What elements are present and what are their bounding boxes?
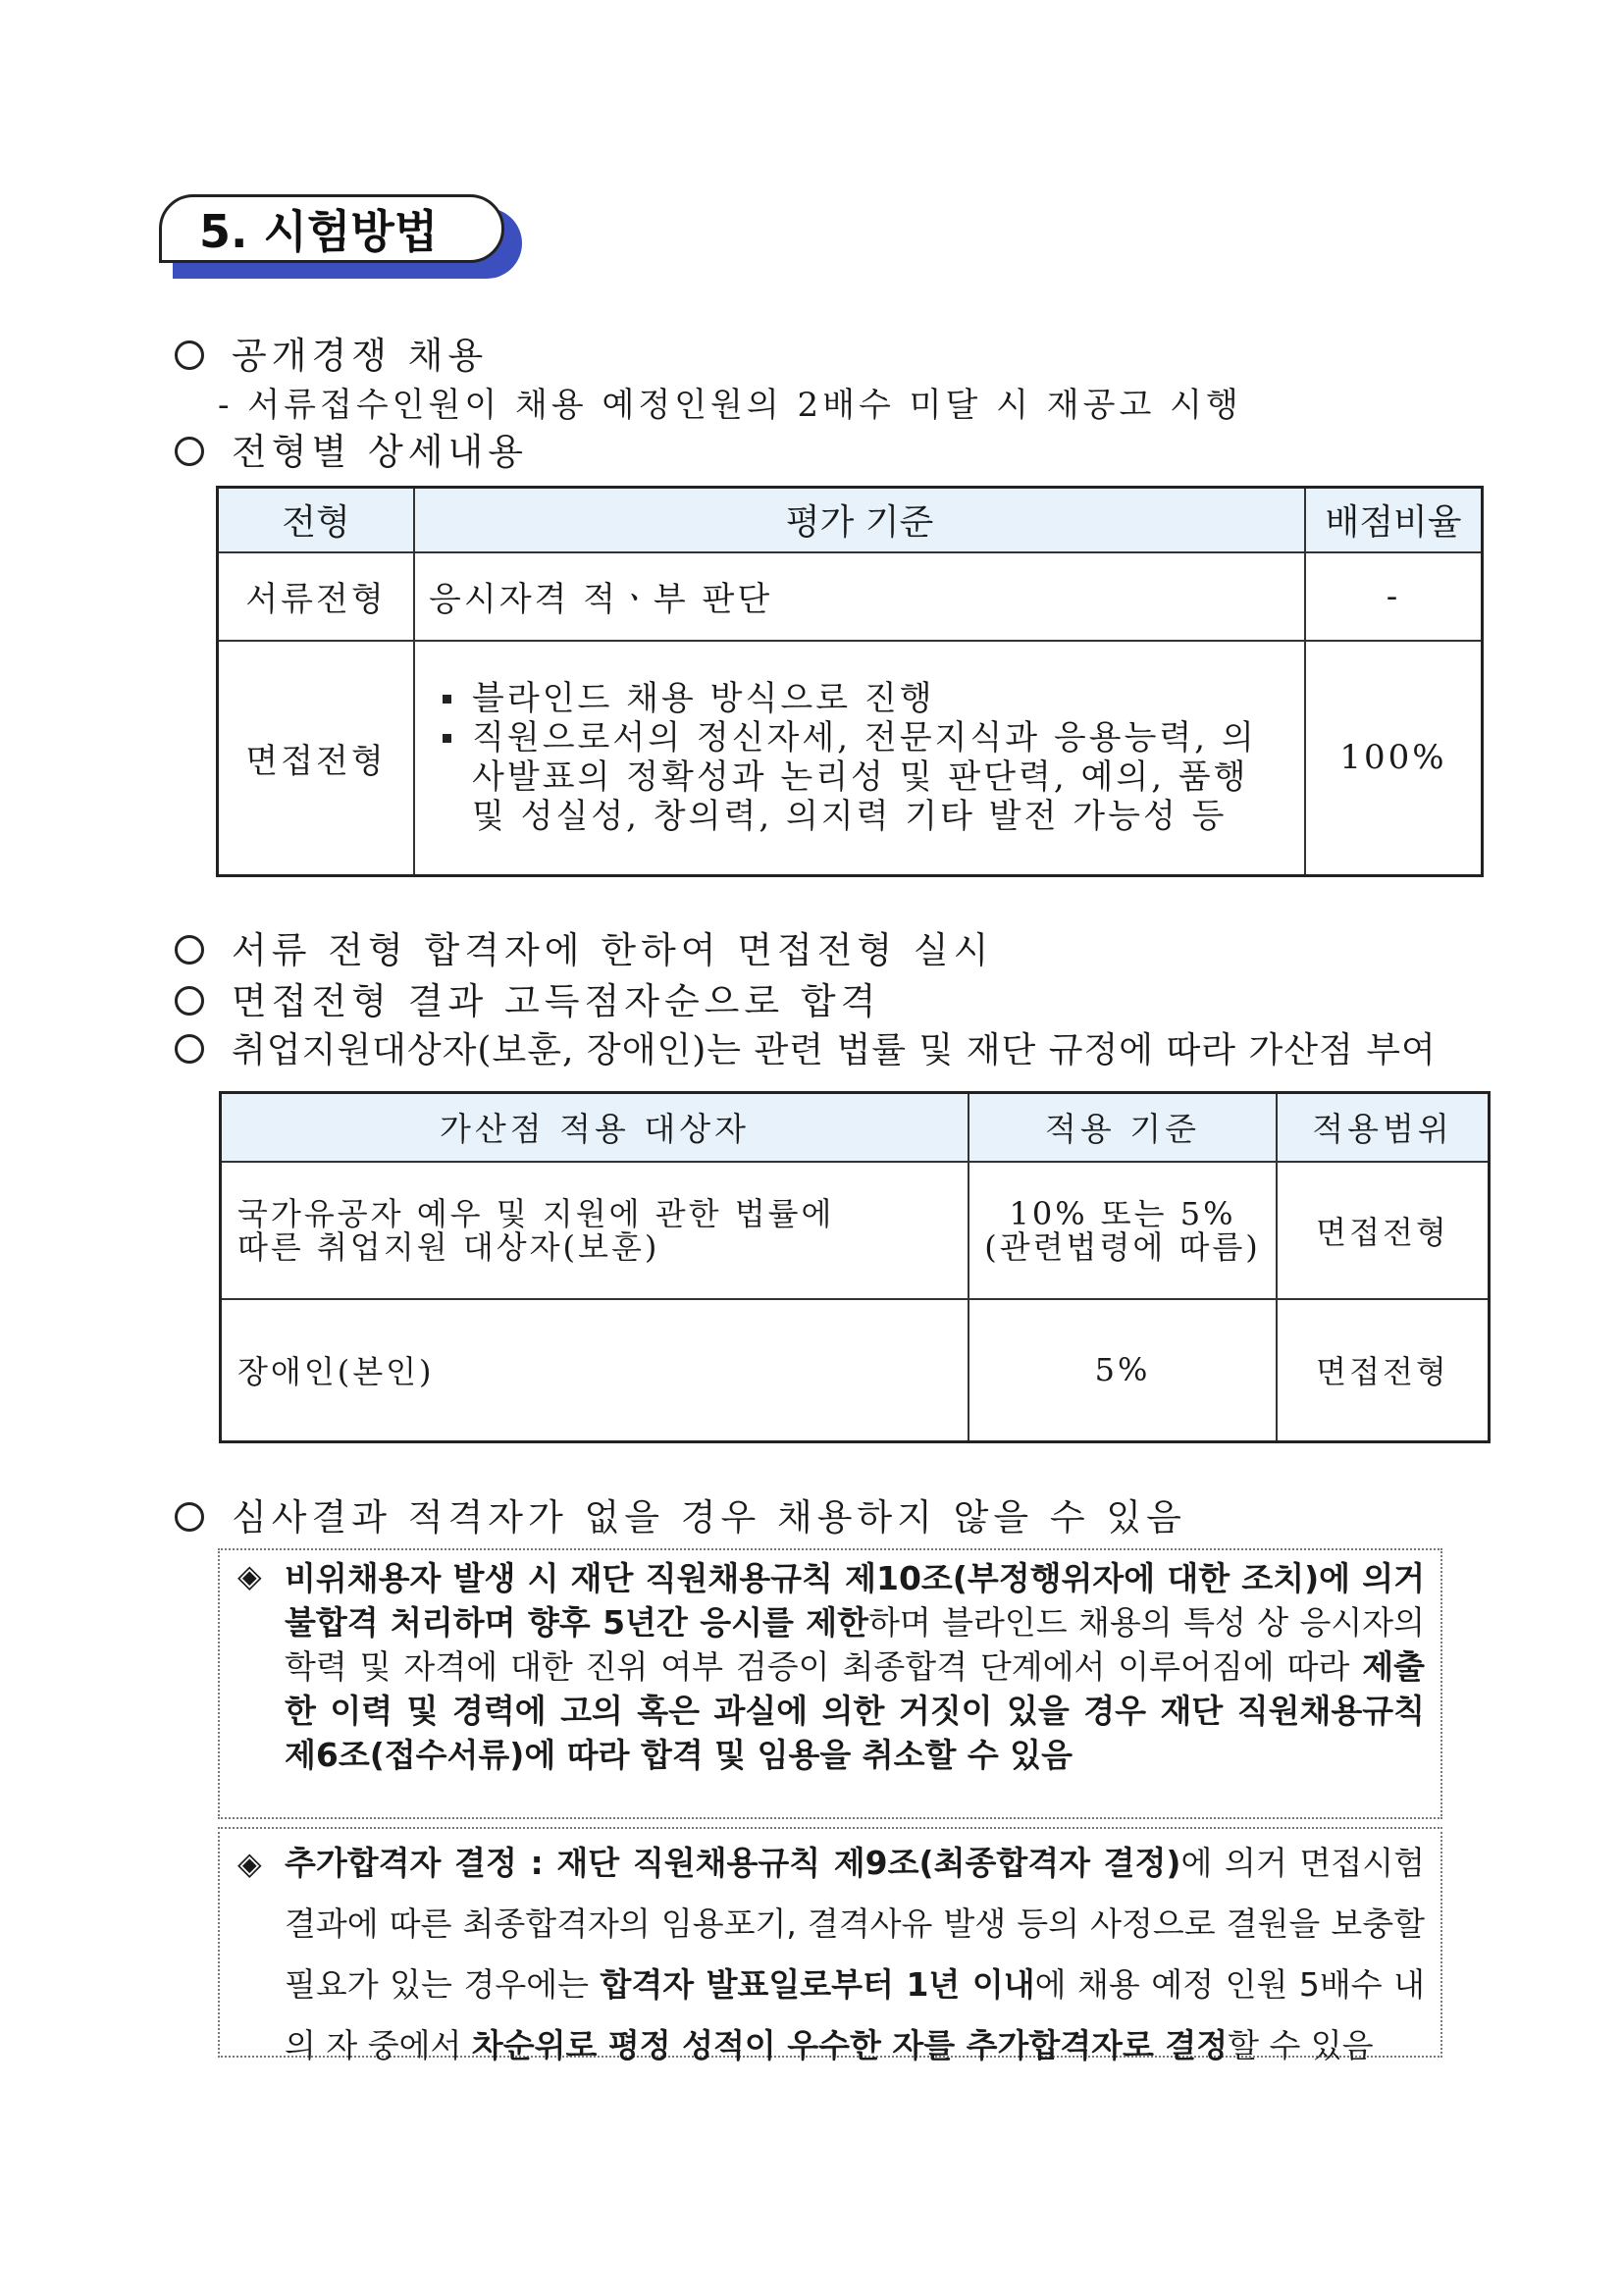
list-item: 직원으로서의 정신자세, 전문지식과 응용능력, 의사발표의 정확성과 논리성 및 판단력, 예의, 품행 및 성실성, 창의력, 의지력 기타 발전 가능성 등: [472, 718, 1286, 836]
note-additional-passers: ◈ 추가합격자 결정 : 재단 직원채용규칙 제9조(최종합격자 결정)에 의거 면접시험 결과에 따른 최종합격자의 임용포기, 결격사유 발생 등의 사정으로 결원을 보충할 필요가 있는 경우에는 합격자 발표일로부터 1년 이내에 채용 예정 인원 5배수 내의 자 중에서 차순위로 평정 성적이 우수한 자를 추가합격자로 결정할 수 있음: [218, 1827, 1442, 2058]
table-header-row: [218, 488, 1483, 552]
bullet-bonus-points: 취업지원대상자(보훈, 장애인)는 관련 법률 및 재단 규정에 따라 가산점 부여: [175, 1022, 1437, 1072]
stage-criteria-table: [216, 486, 1484, 877]
section-title-badge: [159, 194, 522, 279]
square-bullet-icon: [443, 695, 451, 704]
circle-bullet-icon: [175, 986, 204, 1016]
circle-bullet-icon: [175, 1502, 204, 1532]
target-cell: 국가유공자 예우 및 지원에 관한 법률에 따른 취업지원 대상자(보훈): [221, 1162, 969, 1299]
diamond-bullet-icon: ◈: [237, 1845, 262, 1882]
table-row: [221, 1162, 1490, 1299]
bullet-no-qualified: 심사결과 적격자가 없을 경우 채용하지 않을 수 있음: [175, 1487, 1186, 1540]
scope-cell: 면접전형: [1277, 1162, 1490, 1299]
rate-value: 10% 또는 5%: [1009, 1194, 1236, 1232]
circle-bullet-icon: [175, 340, 204, 370]
criteria-cell: [414, 641, 1305, 876]
header-stage: 전형: [218, 488, 415, 552]
diamond-bullet-icon: ◈: [237, 1557, 262, 1594]
header-criteria: 평가 기준: [414, 488, 1305, 552]
scope-cell: 면접전형: [1277, 1299, 1490, 1442]
table-row: [221, 1299, 1490, 1442]
square-bullet-icon: [443, 734, 451, 743]
header-scope: 적용범위: [1277, 1093, 1490, 1162]
criteria-list: [429, 679, 1286, 836]
stage-cell: 면접전형: [218, 641, 415, 876]
target-cell: 장애인(본인): [221, 1299, 969, 1442]
criteria-cell: 응시자격 적ㆍ부 판단: [414, 552, 1305, 641]
header-ratio: 배점비율: [1305, 488, 1483, 552]
bullet-sub-readvertise: - 서류접수인원이 채용 예정인원의 2배수 미달 시 재공고 시행: [218, 386, 1242, 425]
note-misconduct-hiring: ◈ 비위채용자 발생 시 재단 직원채용규칙 제10조(부정행위자에 대한 조치)에 의거 불합격 처리하며 향후 5년간 응시를 제한하며 블라인드 채용의 특성 상 응시자의 학력 및 자격에 대한 진위 여부 검증이 최종합격 단계에서 이루어짐에 따라 제출한 이력 및 경력에 고의 혹은 과실에 의한 거짓이 있을 경우 재단 직원채용규칙 제6조(접수서류)에 따라 합격 및 임용을 취소할 수 있음: [218, 1548, 1442, 1819]
stage-cell: 서류전형: [218, 552, 415, 641]
section-title: 5. 시험방법: [159, 194, 504, 263]
bullet-stage-details: 전형별 상세내용: [175, 422, 528, 475]
table-header-row: [221, 1093, 1490, 1162]
bullet-open-recruitment: 공개경쟁 채용: [175, 326, 488, 379]
header-target: 가산점 적용 대상자: [221, 1093, 969, 1162]
circle-bullet-icon: [175, 1034, 204, 1064]
rate-note: (관련법령에 따름): [984, 1227, 1261, 1266]
bullet-interview-eligibility: 서류 전형 합격자에 한하여 면접전형 실시: [175, 920, 993, 973]
circle-bullet-icon: [175, 437, 204, 466]
table-row: [218, 552, 1483, 641]
bullet-high-score: 면접전형 결과 고득점자순으로 합격: [175, 971, 880, 1024]
header-rate: 적용 기준: [969, 1093, 1277, 1162]
list-item: 블라인드 채용 방식으로 진행: [472, 679, 1286, 718]
rate-cell: [969, 1162, 1277, 1299]
circle-bullet-icon: [175, 935, 204, 965]
ratio-cell: -: [1305, 552, 1483, 641]
rate-cell: 5%: [969, 1299, 1277, 1442]
bonus-points-table: [219, 1091, 1491, 1443]
table-row: [218, 641, 1483, 876]
ratio-cell: 100%: [1305, 641, 1483, 876]
